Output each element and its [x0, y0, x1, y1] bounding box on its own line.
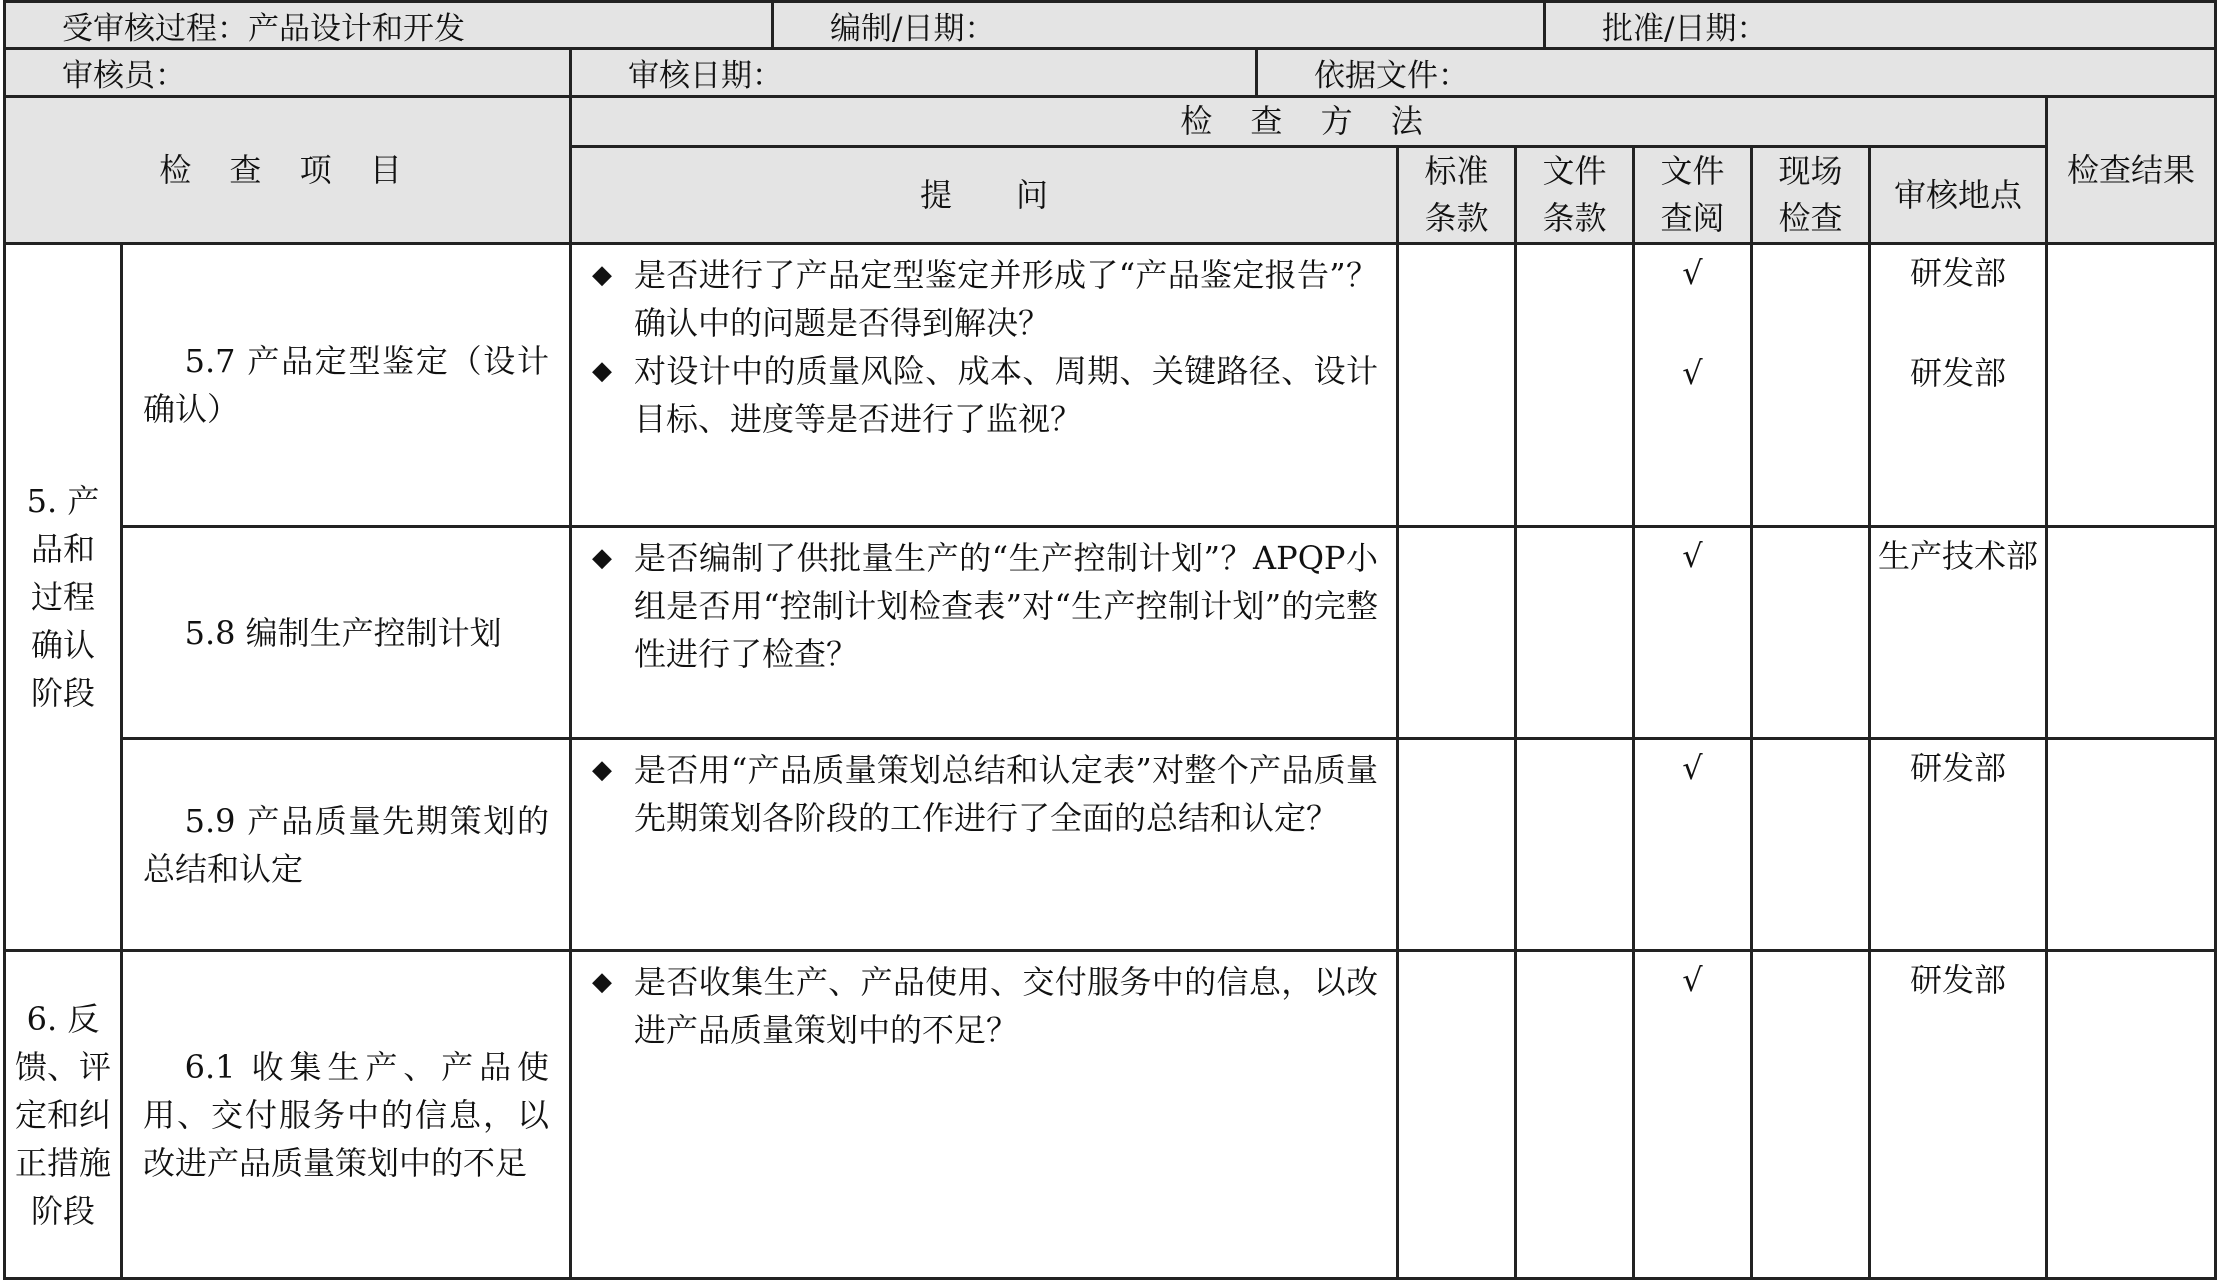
diamond-bullet-icon: ◆	[592, 543, 612, 573]
table-row	[5, 739, 2216, 951]
column-header-site-check: 现场 检查	[1752, 147, 1870, 244]
column-header-document-clause: 文件 条款	[1516, 147, 1634, 244]
result-cell[interactable]	[2047, 244, 2216, 527]
auditor-field[interactable]: 审核员：	[5, 49, 571, 97]
site-check-cell[interactable]	[1752, 739, 1870, 951]
document-review-cell[interactable]	[1634, 951, 1752, 1279]
column-header-item: 检 查 项 目	[5, 97, 571, 244]
document-review-cell[interactable]	[1634, 739, 1752, 951]
column-header-standard-clause: 标准 条款	[1398, 147, 1516, 244]
document-review-cell[interactable]	[1634, 527, 1752, 739]
site-check-cell[interactable]	[1752, 951, 1870, 1279]
diamond-bullet-icon: ◆	[592, 755, 612, 785]
check-item-5-7: 5.7 产品定型鉴定（设计确认）	[122, 244, 571, 527]
basis-document-field[interactable]: 依据文件：	[1257, 49, 2216, 97]
question-cell	[571, 739, 1398, 951]
standard-clause-cell[interactable]	[1398, 244, 1516, 527]
site-check-cell[interactable]	[1752, 527, 1870, 739]
check-item-6-1: 6.1 收集生产、产品使用、交付服务中的信息，以改进产品质量策划中的不足	[122, 951, 571, 1279]
document-clause-cell[interactable]	[1516, 527, 1634, 739]
audit-checklist-table	[3, 95, 2217, 1280]
question-cell	[571, 244, 1398, 527]
result-cell[interactable]	[2047, 739, 2216, 951]
document-clause-cell[interactable]	[1516, 244, 1634, 527]
column-header-question: 提 问	[571, 147, 1398, 244]
site-check-cell[interactable]	[1752, 244, 1870, 527]
audit-location-cell: 研发部	[1870, 739, 2047, 951]
stage-label-6: 6. 反 馈、评 定和纠 正措施 阶段	[5, 951, 122, 1279]
result-cell[interactable]	[2047, 951, 2216, 1279]
diamond-bullet-icon: ◆	[592, 260, 612, 290]
check-item-5-9: 5.9 产品质量先期策划的总结和认定	[122, 739, 571, 951]
standard-clause-cell[interactable]	[1398, 527, 1516, 739]
checkmark-icon: √	[1682, 961, 1703, 999]
checkmark-icon: √	[1682, 354, 1703, 392]
checkmark-icon: √	[1682, 537, 1703, 575]
audit-location-cell: 研发部	[1870, 951, 2047, 1279]
header-row-1	[3, 0, 2217, 51]
question-entry: ◆ 是否编制了供批量生产的“生产控制计划”？APQP小组是否用“控制计划检查表”对“生产控制计划”的完整性进行了检查？	[592, 534, 1378, 678]
checkmark-icon: √	[1682, 254, 1703, 292]
table-row	[5, 527, 2216, 739]
column-header-document-review: 文件 查阅	[1634, 147, 1752, 244]
result-cell[interactable]	[2047, 527, 2216, 739]
approved-date-field[interactable]: 批准/日期：	[1545, 2, 2216, 50]
column-header-result: 检查结果	[2047, 97, 2216, 244]
diamond-bullet-icon: ◆	[592, 356, 612, 386]
document-clause-cell[interactable]	[1516, 951, 1634, 1279]
checkmark-icon: √	[1682, 749, 1703, 787]
question-entry: ◆ 是否进行了产品定型鉴定并形成了“产品鉴定报告”？确认中的问题是否得到解决？	[592, 251, 1378, 347]
question-cell	[571, 527, 1398, 739]
header-row-2	[3, 47, 2217, 98]
document-review-cell[interactable]	[1634, 244, 1752, 527]
question-cell	[571, 951, 1398, 1279]
diamond-bullet-icon: ◆	[592, 967, 612, 997]
table-row	[5, 244, 2216, 527]
question-entry: ◆ 是否用“产品质量策划总结和认定表”对整个产品质量先期策划各阶段的工作进行了全面的总结和认定？	[592, 746, 1378, 842]
audit-date-field[interactable]: 审核日期：	[571, 49, 1257, 97]
audit-location-cell: 生产技术部	[1870, 527, 2047, 739]
document-clause-cell[interactable]	[1516, 739, 1634, 951]
column-header-method: 检 查 方 法	[571, 97, 2047, 147]
table-row	[5, 951, 2216, 1279]
standard-clause-cell[interactable]	[1398, 739, 1516, 951]
question-entry: ◆ 对设计中的质量风险、成本、周期、关键路径、设计目标、进度等是否进行了监视？	[592, 347, 1378, 443]
question-entry: ◆ 是否收集生产、产品使用、交付服务中的信息，以改进产品质量策划中的不足？	[592, 958, 1378, 1054]
audit-location-cell: 研发部 研发部	[1870, 244, 2047, 527]
stage-label-5: 5. 产 品和 过程 确认 阶段	[5, 244, 122, 951]
compiled-date-field[interactable]: 编制/日期：	[773, 2, 1545, 50]
check-item-5-8: 5.8 编制生产控制计划	[122, 527, 571, 739]
standard-clause-cell[interactable]	[1398, 951, 1516, 1279]
audited-process-label: 受审核过程：产品设计和开发	[5, 2, 773, 50]
column-header-audit-location: 审核地点	[1870, 147, 2047, 244]
